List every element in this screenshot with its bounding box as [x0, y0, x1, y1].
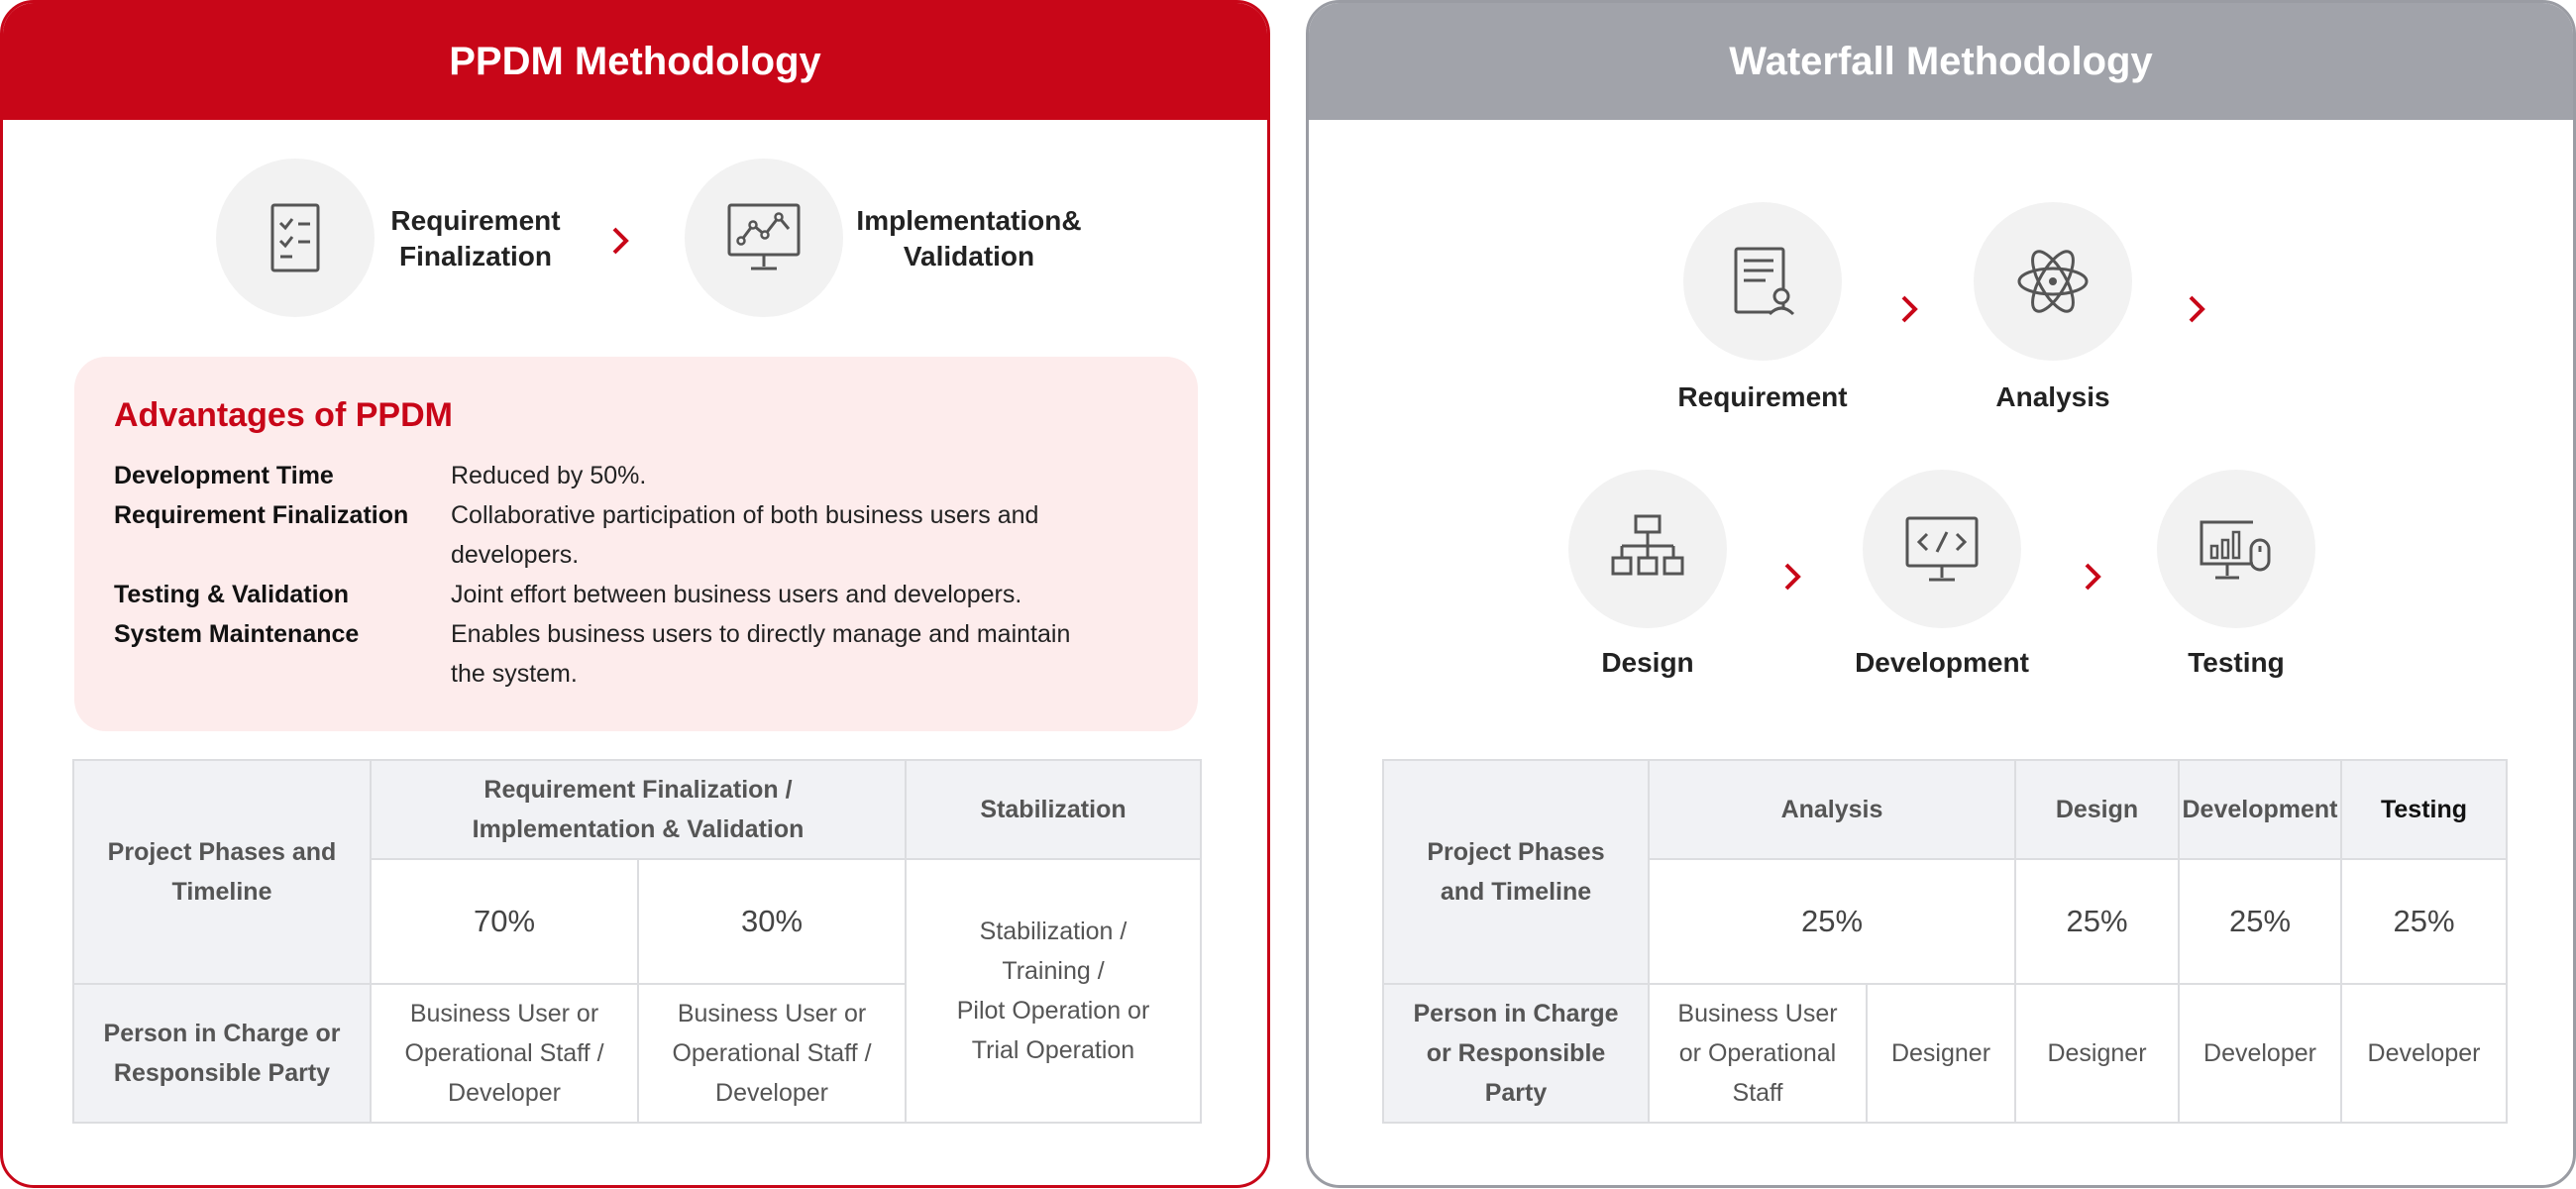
step-label-analysis: Analysis — [1995, 381, 2110, 412]
waterfall-phase-table — [1382, 759, 2508, 1124]
chevron-right-icon — [1898, 292, 1920, 326]
advantage-row: Testing & Validation Joint effort between business users and developers. — [114, 581, 1022, 608]
percent-cell: 30% — [638, 859, 906, 984]
person-cell: Designer — [2015, 984, 2179, 1123]
advantage-row: Development Time Reduced by 50%. — [114, 462, 647, 489]
ppdm-panel-header — [3, 3, 1267, 120]
person-cell: Business User or Operational Staff / Developer — [371, 984, 638, 1123]
step-analysis — [1974, 202, 2132, 361]
chevron-right-icon — [609, 224, 631, 258]
atom-icon — [2014, 243, 2092, 320]
ppdm-title: PPDM Methodology — [449, 39, 821, 83]
step-label-requirement: Requirement — [1677, 381, 1848, 412]
stabilization-cell: Stabilization / Training / Pilot Operation or Trial Operation — [906, 859, 1201, 1123]
monitor-chart-icon — [725, 199, 803, 276]
advantages-title: Advantages of PPDM — [114, 396, 453, 434]
ppdm-panel — [0, 0, 1270, 1188]
advantage-row: System Maintenance Enables business users to directly manage and maintain the system. — [114, 620, 1071, 688]
chevron-right-icon — [2186, 292, 2207, 326]
person-label-cell: Person in Charge or Responsible Party — [73, 984, 371, 1123]
step-label-requirement-finalization: Requirement Finalization — [390, 205, 561, 271]
person-cell: Designer — [1867, 984, 2015, 1123]
advantages-box — [74, 357, 1198, 731]
ppdm-phase-table — [72, 759, 1202, 1124]
step-requirement — [1683, 202, 1842, 361]
phase-label-cell: Project Phases and Timeline — [1383, 760, 1649, 984]
percent-cell: 25% — [2179, 859, 2341, 984]
person-cell: Developer — [2341, 984, 2507, 1123]
percent-cell: 25% — [2015, 859, 2179, 984]
advantage-row: Requirement Finalization Collaborative participation of both business users and developers. — [114, 501, 1039, 569]
step-label-implementation-validation: Implementation& Validation — [856, 205, 1082, 271]
org-chart-icon — [1609, 510, 1686, 588]
percent-cell: 25% — [2341, 859, 2507, 984]
step-design — [1568, 470, 1727, 628]
phase-header-cell: Design — [2015, 760, 2179, 859]
phase-header-cell: Requirement Finalization / Implementation & Validation — [371, 760, 906, 859]
document-user-icon — [1724, 243, 1801, 320]
code-monitor-icon — [1903, 510, 1981, 588]
step-implementation-validation — [685, 159, 843, 317]
person-cell: Developer — [2179, 984, 2341, 1123]
step-label-development: Development — [1855, 647, 2029, 678]
percent-cell: 25% — [1649, 859, 2015, 984]
waterfall-title: Waterfall Methodology — [1729, 39, 2153, 83]
phase-header-cell: Stabilization — [906, 760, 1201, 859]
phase-header-cell: Analysis — [1649, 760, 2015, 859]
waterfall-panel — [1306, 0, 2576, 1188]
chevron-right-icon — [1781, 560, 1803, 594]
person-cell: Business User or Operational Staff — [1649, 984, 1867, 1123]
step-testing — [2157, 470, 2315, 628]
percent-cell: 70% — [371, 859, 638, 984]
phase-label-cell: Project Phases and Timeline — [73, 760, 371, 984]
step-label-design: Design — [1601, 647, 1694, 678]
person-cell: Business User or Operational Staff / Developer — [638, 984, 906, 1123]
phase-header-cell: Development — [2179, 760, 2341, 859]
checklist-icon — [257, 199, 334, 276]
step-label-testing: Testing — [2188, 647, 2285, 678]
step-requirement-finalization — [216, 159, 375, 317]
waterfall-panel-header — [1309, 3, 2573, 120]
phase-header-cell: Testing — [2341, 760, 2507, 859]
chevron-right-icon — [2082, 560, 2103, 594]
step-development — [1863, 470, 2021, 628]
person-label-cell: Person in Charge or Responsible Party — [1383, 984, 1649, 1123]
monitor-mouse-icon — [2198, 510, 2275, 588]
